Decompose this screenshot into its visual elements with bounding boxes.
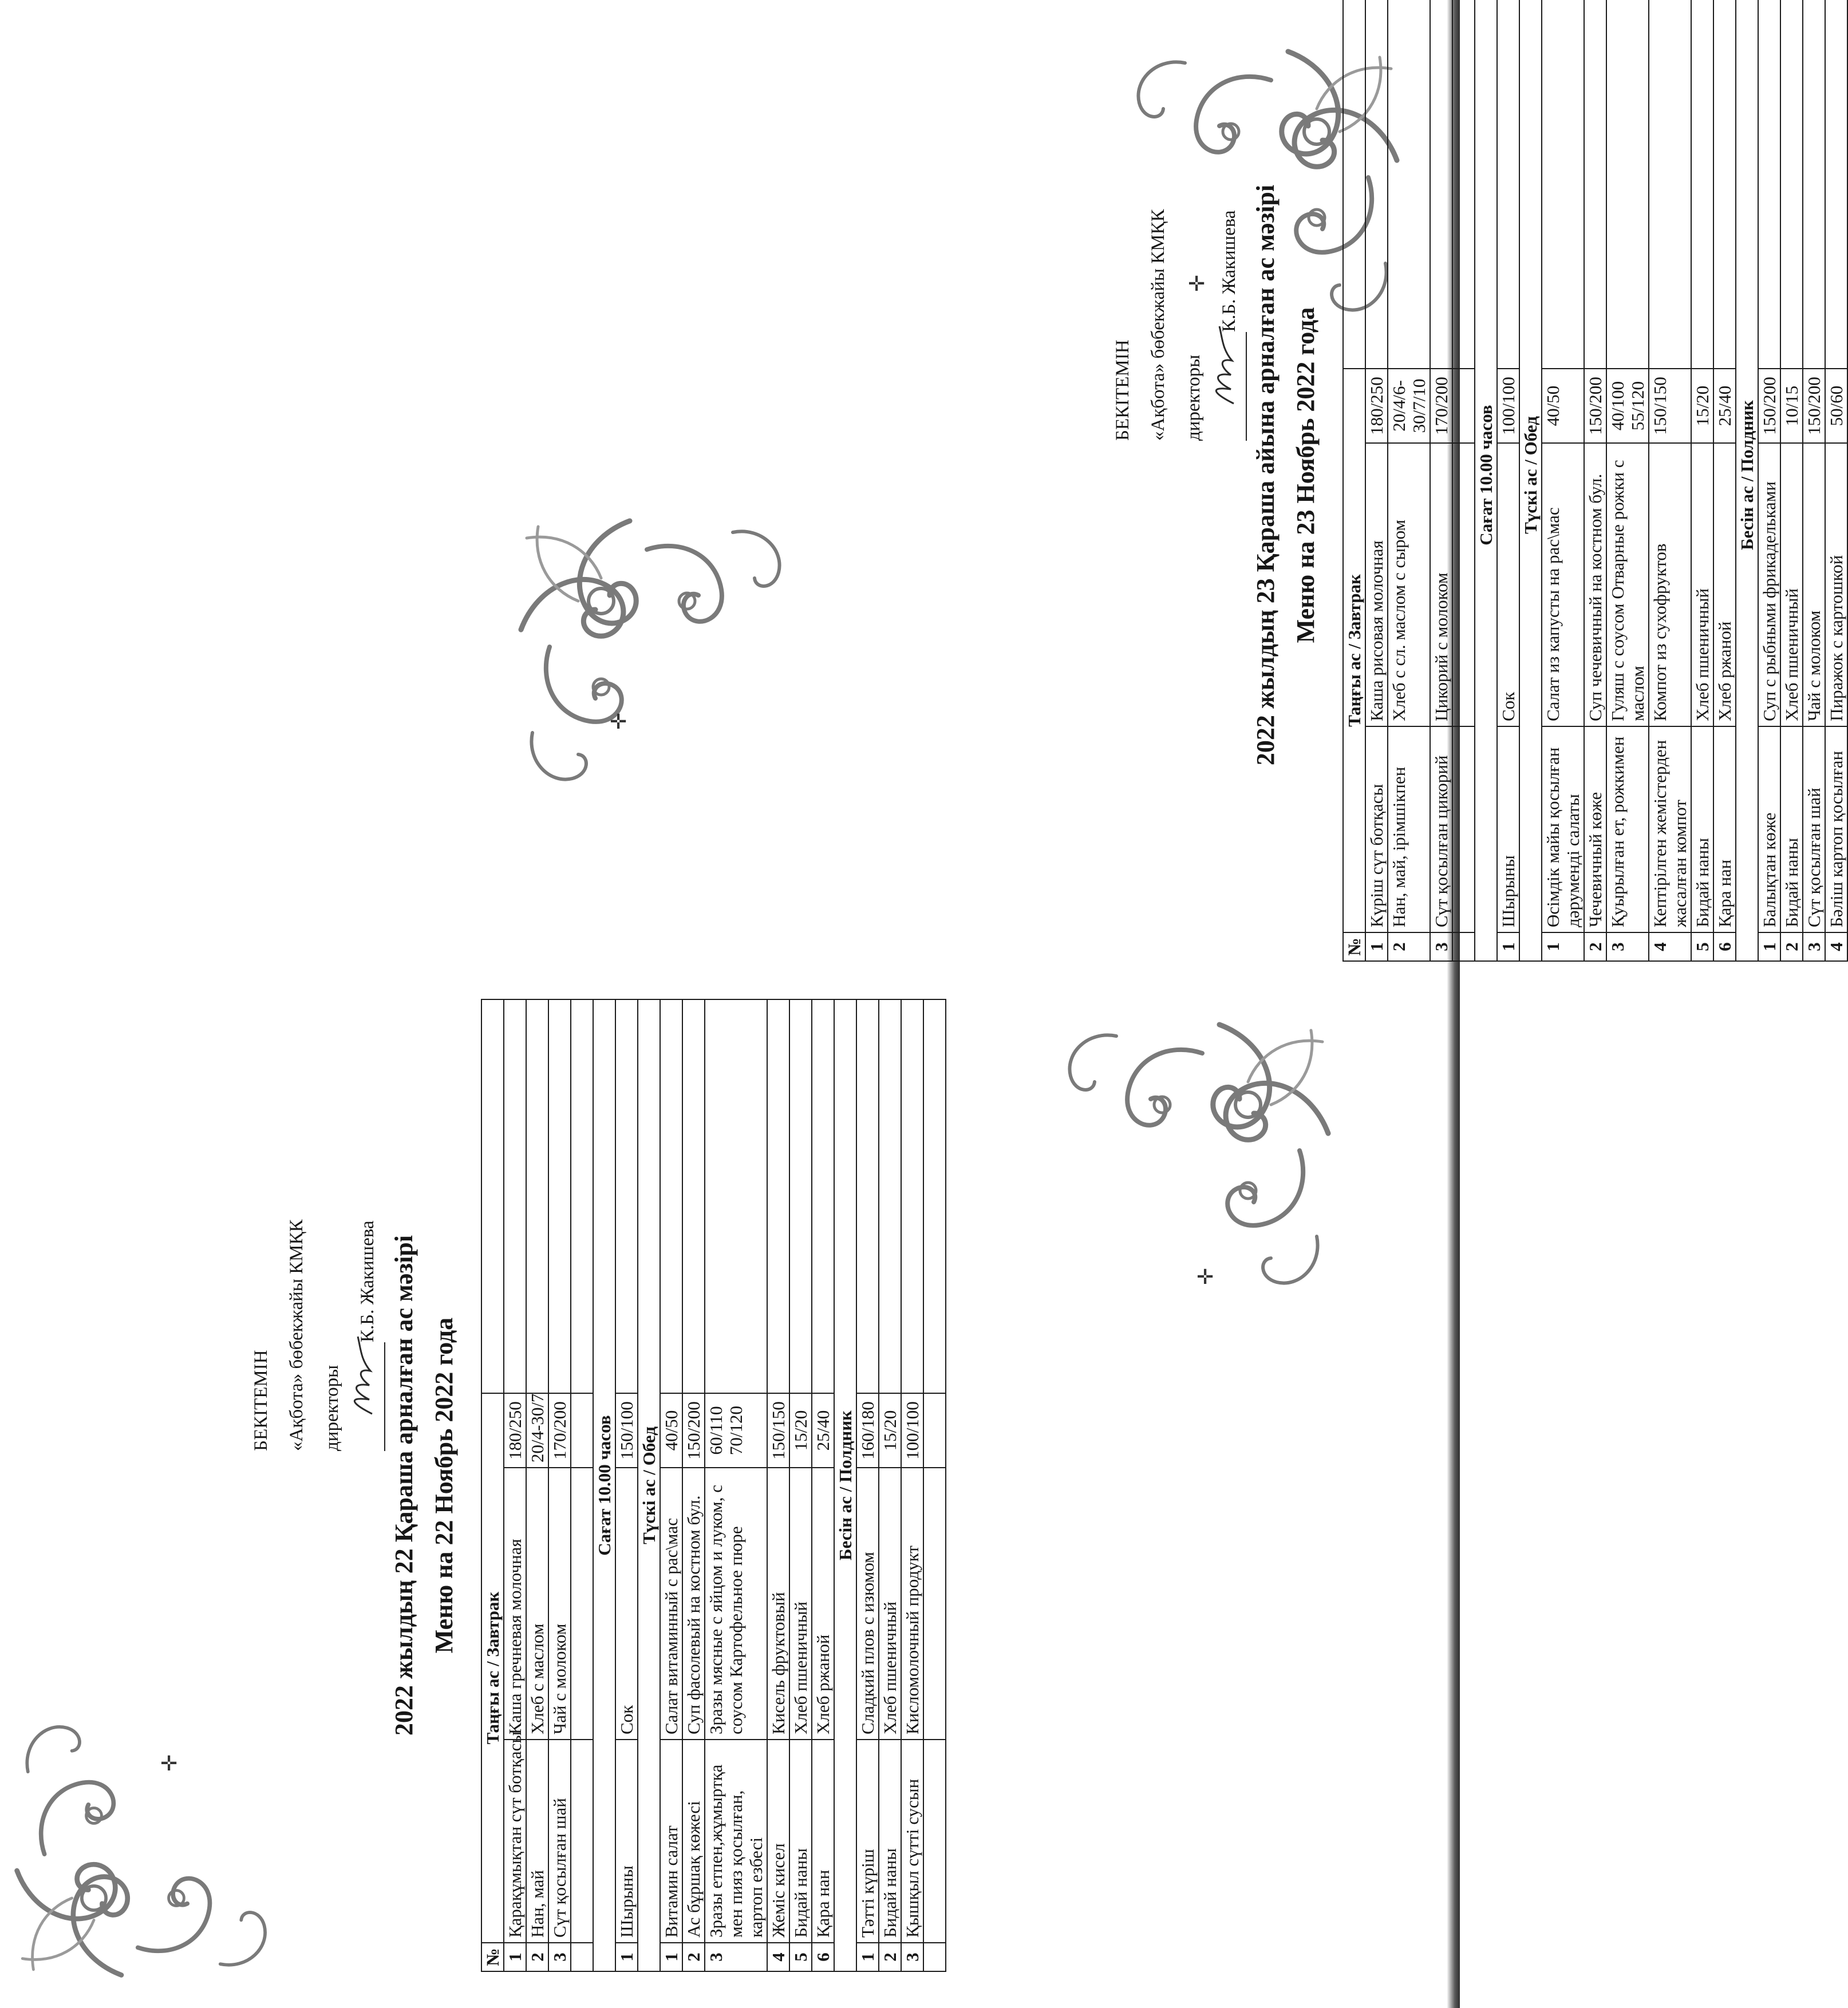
ornament-top-left-icon [515,515,801,801]
portion: 150/200 [682,1393,705,1468]
dish-ru: Кисломолочный продукт [901,1468,923,1740]
table-row: 1 Өсімдік майы қосылған дәрумендi салаты Салат из капусты на рас\мас 40/50 [1542,0,1584,961]
dish-ru: Суп фасолевый на костном бул. [682,1468,705,1740]
dish-ru: Хлеб пшеничный [1691,443,1713,726]
dish-kz: Сүт қосылған шай [1803,726,1825,932]
director-name: К.Б. Жакишева [357,1220,378,1342]
dish-ru: Хлеб ржаной [1713,443,1736,726]
approval-heading: БЕКІТЕМІН [1112,339,1133,441]
approval-heading: БЕКІТЕМІН [251,1350,271,1451]
table-row: 3 Сүт қосылған цикорий Цикорий с молоком 170/200 [1430,0,1452,961]
table-row: 1 Шырыны Сок 150/100 [615,999,638,1971]
table-row: 2 Ас бұршақ көжесі Суп фасолевый на костном бул. 150/200 [682,999,705,1971]
portion: 180/250 [504,1393,526,1468]
table-row: 6 Қара нан Хлеб ржаной 25/40 [812,999,834,1971]
section-snack: Сағат 10.00 часов [1475,0,1497,961]
portion: 100/100 [901,1393,923,1468]
portion: 15/20 [879,1393,901,1468]
portion: 150/100 [615,1393,638,1468]
dish-kz: Қара нан [812,1740,834,1943]
section-row [638,999,660,1971]
dish-ru: Кисель фруктовый [767,1468,789,1740]
portion: 40/50 [660,1393,682,1468]
menu-title-ru: Меню на 22 Ноябрь 2022 года [430,1317,458,1654]
dish-kz: Қара нан [1713,726,1736,932]
dish-kz: Нан, май, ірімшікпен [1388,726,1430,932]
dish-kz: Сүт қосылған цикорий [1430,726,1452,932]
table-row: 1 Күріш сүт ботқасы Каша рисовая молочная 180/250 [1365,0,1388,961]
section-lunch: Түскі ас / Обед [638,999,660,1971]
table-header-row [1343,0,1365,961]
table-row: 2 Нан, май, ірімшікпен Хлеб с сл. маслом с сыром 20/4/6- 30/7/10 [1388,0,1430,961]
crosshair-icon: ✛ [160,1752,178,1775]
dish-kz: Зразы етпен,жұмыртқа мен пияз қосылған, картоп езбесі [705,1740,767,1943]
dish-ru: Сок [1497,443,1519,726]
signature-icon [346,1331,381,1417]
section-breakfast: Таңғы ас / Завтрак [1343,369,1365,932]
section-row [1475,0,1497,961]
section-row [593,999,615,1971]
column-number-header: № [1343,932,1365,961]
table-row: 1 Тәтті күріш Сладкий плов с изюмом 160/180 [856,999,879,1971]
dish-kz: Бидай наны [789,1740,812,1943]
dish-ru: Хлеб пшеничный [1780,443,1803,726]
crosshair-icon: ✛ [1188,272,1206,295]
portion: 40/50 [1542,369,1584,443]
section-breakfast: Таңғы ас / Завтрак [481,1393,504,1943]
dish-kz: Бидай наны [1780,726,1803,932]
table-header-row [481,999,504,1971]
portion: 170/200 [548,1393,571,1468]
table-row: 2 Чечевичный көже Суп чечевичный на костном бул. 150/200 [1584,0,1606,961]
dish-kz: Чечевичный көже [1584,726,1606,932]
dish-ru: Салат из капусты на рас\мас [1542,443,1584,726]
dish-kz: Күріш сүт ботқасы [1365,726,1388,932]
portion: 50/60 [1825,369,1847,443]
dish-ru: Гуляш с соусом Отварные рожки с маслом [1606,443,1649,726]
dish-kz: Витамин салат [660,1740,682,1943]
dish-ru: Пиражок с картошкой [1825,443,1847,726]
dish-kz: Қуырылған ет, рожкимен [1606,726,1649,932]
dish-kz: Сүт қосылған шай [548,1740,571,1943]
dish-kz: Кептірілген жемістерден жасалған компот [1649,726,1691,932]
signature-icon [1208,321,1242,406]
dish-ru: Сладкий плов с изюмом [856,1468,879,1740]
dish-ru: Каша рисовая молочная [1365,443,1388,726]
column-number-header: № [481,1943,504,1971]
portion: 60/110 70/120 [705,1393,767,1468]
section-row [1519,0,1542,961]
table-row: 1 Витамин салат Салат витаминный с рас\мас 40/50 [660,999,682,1971]
table-row [571,999,593,1971]
dish-kz: Бәліш картоп қосылған [1825,726,1847,932]
dish-ru: Салат витаминный с рас\мас [660,1468,682,1740]
dish-kz: Нан, май [526,1740,548,1943]
portion: 20/4/6- 30/7/10 [1388,369,1430,443]
approval-organization: «Ақбота» бөбекжайы КМҚК [286,1219,307,1451]
section-afternoon: Бесін ас / Полдник [1736,0,1758,961]
table-row: 1 Қарақұмықтан сүт ботқасы Каша гречневая молочная 180/250 [504,999,526,1971]
director-name: К.Б. Жакишева [1219,210,1239,332]
dish-ru: Чай с молоком [1803,443,1825,726]
approval-block [243,1016,385,1451]
table-row: 1 Шырыны Сок 100/100 [1497,0,1519,961]
portion: 15/20 [789,1393,812,1468]
dish-kz: Бидай наны [879,1740,901,1943]
portion: 150/200 [1584,369,1606,443]
section-row [1736,0,1758,961]
dish-kz: Жеміс кисел [767,1740,789,1943]
section-row [834,999,856,1971]
table-row: 4 Бәліш картоп қосылған Пиражок с картошкой 50/60 [1825,0,1847,961]
dish-ru: Хлеб с сл. маслом с сыром [1388,443,1430,726]
table-row: 1 Балықтан көже Суп с рыбными фрикадельками 150/200 [1758,0,1780,961]
portion: 150/200 [1803,369,1825,443]
table-row: 6 Қара нан Хлеб ржаной 25/40 [1713,0,1736,961]
ornament-right-middle-icon [1048,1019,1334,1305]
dish-ru: Цикорий с молоком [1430,443,1452,726]
dish-ru: Зразы мясные с яйцом и луком, с соусом Картофельное пюре [705,1468,767,1740]
dish-ru: Хлеб пшеничный [879,1468,901,1740]
dish-ru: Хлеб ржаной [812,1468,834,1740]
portion: 25/40 [1713,369,1736,443]
menu-22-november [238,999,922,1972]
table-row: 3 Қышқыл сүтті сусын Кисломолочный продукт 100/100 [901,999,923,1971]
crosshair-icon: ✛ [610,710,627,733]
dish-kz: Қышқыл сүтті сусын [901,1740,923,1943]
section-afternoon: Бесін ас / Полдник [834,999,856,1971]
table-row: 2 Нан, май Хлеб с маслом 20/4-30/7 [526,999,548,1971]
dish-ru: Компот из сухофруктов [1649,443,1691,726]
menu-table [481,999,946,1972]
portion: 100/100 [1497,369,1519,443]
dish-ru: Хлеб пшеничный [789,1468,812,1740]
signature-row [350,1016,385,1451]
menu-title-ru: Меню на 23 Ноябрь 2022 года [1292,307,1320,643]
portion: 180/250 [1365,369,1388,443]
table-row [1452,0,1475,961]
table-row: 3 Зразы етпен,жұмыртқа мен пияз қосылған, картоп езбесі Зразы мясные с яйцом и луком, с соусом Картофельное пюре 60/110 70/120 [705,999,767,1971]
dish-ru: Чай с молоком [548,1468,571,1740]
portion: 10/15 [1780,369,1803,443]
dish-kz: Тәтті күріш [856,1740,879,1943]
portion: 150/200 [1758,369,1780,443]
portion: 40/100 55/120 [1606,369,1649,443]
approval-organization: «Ақбота» бөбекжайы КМҚК [1148,209,1168,441]
table-row: 3 Сүт қосылған шай Чай с молоком 150/200 [1803,0,1825,961]
menu-title-kz: 2022 жылдың 23 Қараша айына арналған ас мәзірі [1251,184,1280,766]
section-lunch: Түскі ас / Обед [1519,0,1542,961]
dish-ru: Каша гречневая молочная [504,1468,526,1740]
dish-ru: Хлеб с маслом [526,1468,548,1740]
dish-ru: Сок [615,1468,638,1740]
portion: 15/20 [1691,369,1713,443]
portion: 150/150 [767,1393,789,1468]
table-row: 3 Сүт қосылған шай Чай с молоком 170/200 [548,999,571,1971]
table-row: 2 Бидай наны Хлеб пшеничный 10/15 [1780,0,1803,961]
dish-kz: Бидай наны [1691,726,1713,932]
table-row: 2 Бидай наны Хлеб пшеничный 15/20 [879,999,901,1971]
table-row: 5 Бидай наны Хлеб пшеничный 15/20 [1691,0,1713,961]
dish-kz: Шырыны [1497,726,1519,932]
menu-table [1342,0,1848,962]
table-row [923,999,946,1971]
dish-ru: Суп с рыбными фрикадельками [1758,443,1780,726]
dish-kz: Ас бұршақ көжесі [682,1740,705,1943]
crosshair-icon: ✛ [1197,1266,1214,1288]
signature-row [1211,6,1247,441]
approval-position: директоры [1183,354,1204,441]
dish-kz: Шырыны [615,1740,638,1943]
menu-23-november [1099,0,1846,962]
portion: 20/4-30/7 [526,1393,548,1468]
dish-kz: Балықтан көже [1758,726,1780,932]
portion: 170/200 [1430,369,1452,443]
table-row: 3 Қуырылған ет, рожкимен Гуляш с соусом Отварные рожки с маслом 40/100 55/120 [1606,0,1649,961]
dish-kz: Қарақұмықтан сүт ботқасы [504,1740,526,1943]
dish-ru: Суп чечевичный на костном бул. [1584,443,1606,726]
approval-position: директоры [322,1365,342,1451]
approval-block [1105,6,1247,441]
table-row: 4 Жеміс кисел Кисель фруктовый 150/150 [767,999,789,1971]
portion: 150/150 [1649,369,1691,443]
dish-kz: Өсімдік майы қосылған дәрумендi салаты [1542,726,1584,932]
menu-title-kz: 2022 жылдың 22 Қараша арналған ас мәзірі [390,1235,418,1736]
portion: 25/40 [812,1393,834,1468]
section-snack: Сағат 10.00 часов [593,999,615,1971]
table-row: 4 Кептірілген жемістерден жасалған компот Компот из сухофруктов 150/150 [1649,0,1691,961]
portion: 160/180 [856,1393,879,1468]
table-row: 5 Бидай наны Хлеб пшеничный 15/20 [789,999,812,1971]
